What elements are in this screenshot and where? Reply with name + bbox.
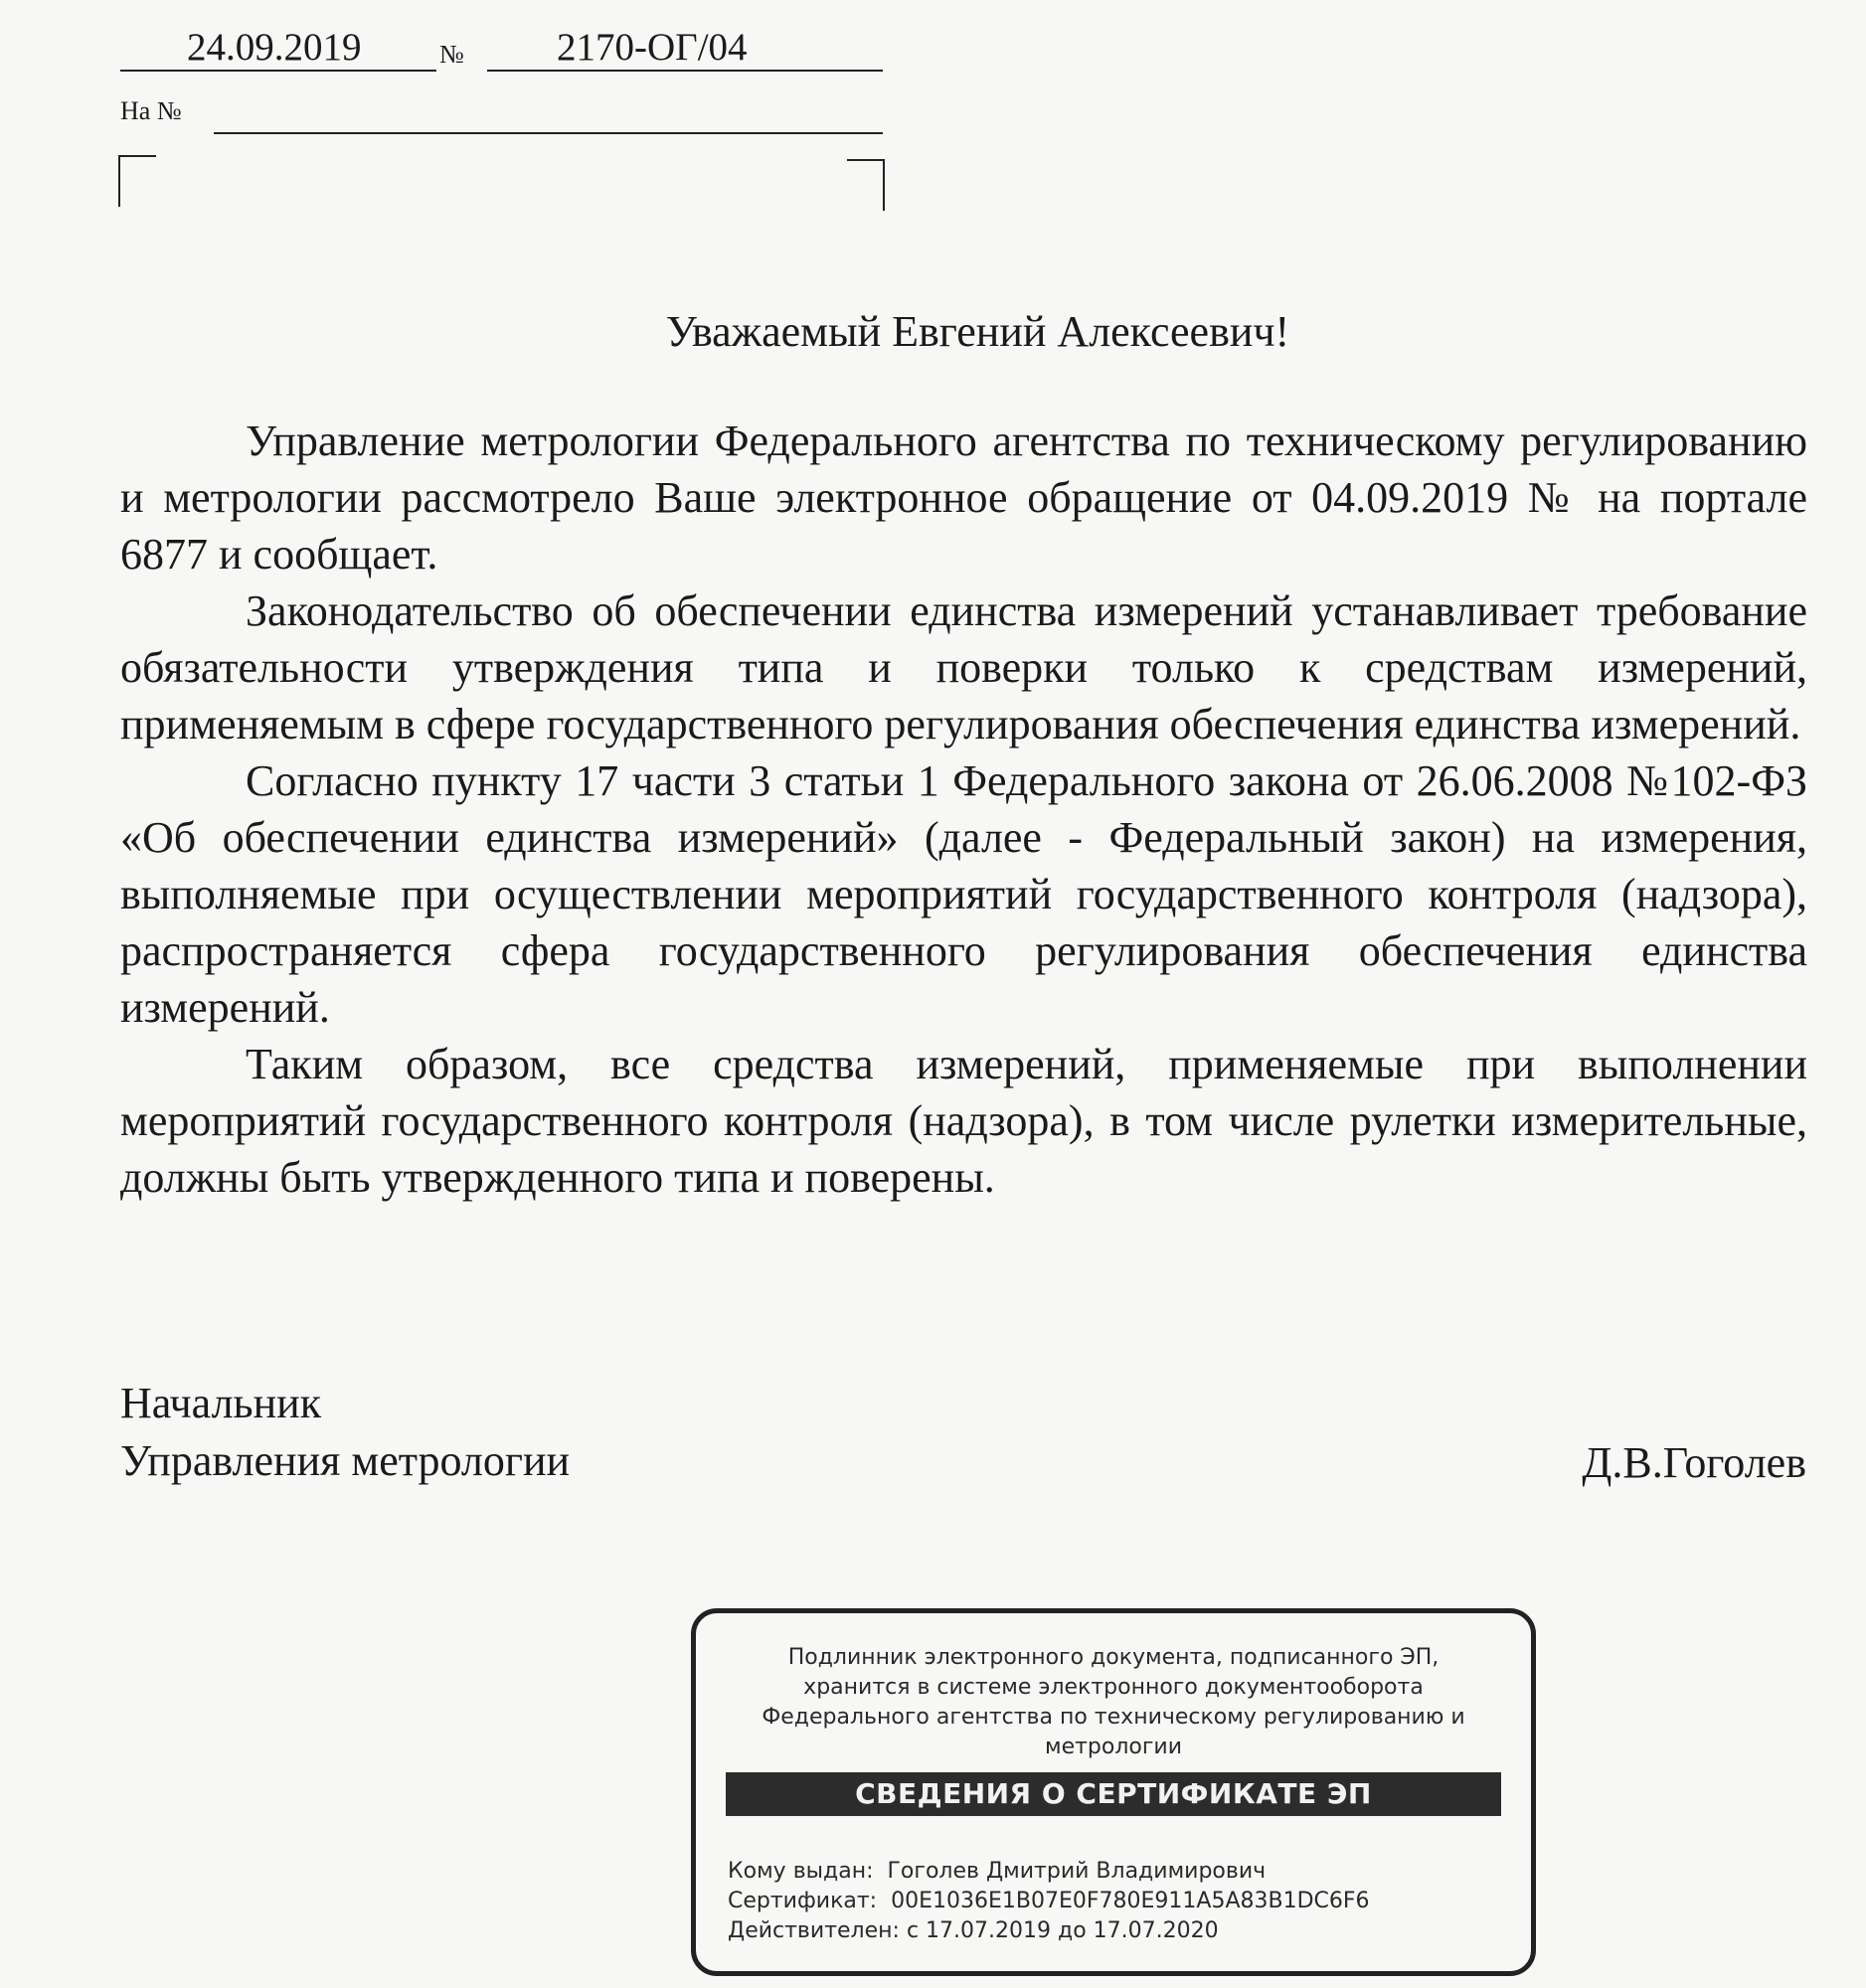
number-field [487, 28, 883, 72]
paragraph-2: Законодательство об обеспечении единства измерений устанавливает требование обязательности утверждения типа и поверки только к средствам измерений, применяемым в сфере государственного регулирования обеспечения единства измерений. [120, 586, 1807, 748]
document-date: 24.09.2019 [187, 26, 362, 69]
certificate-info-bar: СВЕДЕНИЯ О СЕРТИФИКАТЕ ЭП [726, 1772, 1501, 1816]
certificate-label: Сертификат: [728, 1889, 878, 1913]
address-corner-left [118, 155, 156, 207]
paragraph-1: Управление метрологии Федерального агентства по техническому регулированию и метрологии рассмотрело Ваше электронное обращение от 04.09.2019 № на портале 6877 и сообщает. [120, 416, 1807, 579]
reply-number-field [214, 94, 883, 134]
signatory-name: Д.В.Гоголев [1582, 1438, 1806, 1487]
validity-label: Действителен: [728, 1918, 900, 1943]
validity-row [728, 1916, 1370, 1946]
number-sign-label: № [439, 40, 464, 69]
stamp-heading-line3: Федерального агентства по техническому регулированию и [762, 1705, 1465, 1730]
issued-to-value: Гоголев Дмитрий Владимирович [887, 1859, 1267, 1884]
stamp-heading-line1: Подлинник электронного документа, подписанного ЭП, [787, 1645, 1440, 1670]
reply-number-label: На № [120, 96, 182, 125]
e-signature-stamp [691, 1608, 1536, 1976]
issued-to-row [728, 1857, 1370, 1887]
validity-value: с 17.07.2019 до 17.07.2020 [906, 1918, 1219, 1943]
paragraph-4: Таким образом, все средства измерений, применяемые при выполнении мероприятий государственного контроля (надзора), в том числе рулетки измерительные, должны быть утвержденного типа и поверены. [120, 1040, 1807, 1202]
letter-body [120, 413, 1807, 1206]
salutation: Уважаемый Евгений Алексеевич! [665, 307, 1290, 356]
stamp-heading-line4: метрологии [1044, 1735, 1183, 1759]
certificate-details [728, 1857, 1370, 1946]
paragraph-3: Согласно пункту 17 части 3 статьи 1 Федерального закона от 26.06.2008 №102-ФЗ «Об обеспечении единства измерений» (далее - Федеральный закон) на измерения, выполняемые при осуществлении мероприятий государственного контроля (надзора), распространяется сфера государственного регулирования обеспечения единства измерений. [120, 756, 1807, 1032]
certificate-value: 00E1036E1B07E0F780E911A5A83B1DC6F6 [891, 1889, 1370, 1913]
date-field [120, 28, 436, 72]
signatory-title-line2: Управления метрологии [120, 1436, 571, 1485]
document-number: 2170-ОГ/04 [557, 26, 748, 69]
stamp-heading [716, 1643, 1511, 1762]
signatory-title-line1: Начальник [120, 1379, 322, 1427]
signatory-title [120, 1375, 570, 1490]
issued-to-label: Кому выдан: [728, 1859, 874, 1884]
certificate-row [728, 1887, 1370, 1916]
address-corner-right [847, 159, 885, 211]
stamp-heading-line2: хранится в системе электронного документооборота [803, 1675, 1424, 1700]
